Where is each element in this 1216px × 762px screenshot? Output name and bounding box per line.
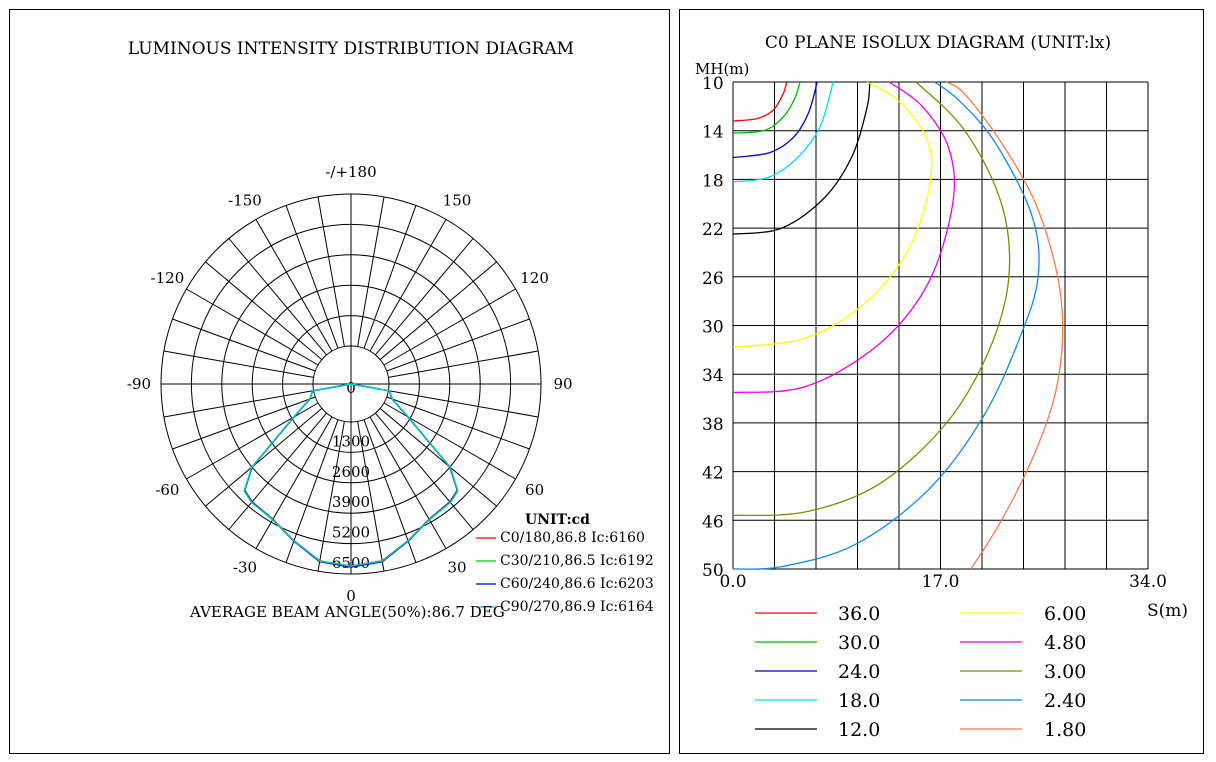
isolux-y-tick: 34 <box>702 366 724 387</box>
isolux-legend-value: 36.0 <box>838 603 881 625</box>
polar-angle-label: -120 <box>150 269 185 287</box>
polar-radial-label: 3900 <box>331 493 371 512</box>
polar-radial-label: 6500 <box>331 554 371 572</box>
isolux-legend-value: 30.0 <box>838 632 881 654</box>
isolux-y-tick: 30 <box>702 317 724 338</box>
isolux-grid <box>733 82 1148 569</box>
isolux-y-tick: 18 <box>702 171 724 192</box>
polar-spoke <box>205 408 321 506</box>
isolux-panel <box>679 9 1204 754</box>
isolux-contour <box>733 82 787 121</box>
polar-spoke <box>164 391 314 417</box>
isolux-legend-value: 2.40 <box>1044 690 1087 712</box>
isolux-legend-value: 4.80 <box>1044 632 1087 654</box>
beam-angle-label: AVERAGE BEAM ANGLE(50%):86.7 DEG <box>190 603 505 621</box>
polar-legend-label: C90/270,86.9 Ic:6164 <box>500 599 654 615</box>
polar-spoke <box>388 391 538 417</box>
isolux-legend <box>755 603 1086 741</box>
isolux-contour <box>733 82 800 133</box>
polar-angle-label: 0 <box>346 587 356 605</box>
y-axis-label: MH(m) <box>695 60 750 78</box>
isolux-legend-value: 6.00 <box>1044 603 1087 625</box>
polar-spoke <box>380 408 496 506</box>
polar-intensity-chart <box>10 10 671 755</box>
polar-spoke <box>375 413 473 529</box>
polar-angle-label: 90 <box>553 375 573 393</box>
polar-angle-label: -60 <box>155 481 180 499</box>
x-axis-label: S(m) <box>1147 601 1189 621</box>
polar-spoke <box>164 351 314 377</box>
polar-legend-label: C30/210,86.5 Ic:6192 <box>500 553 654 569</box>
polar-angle-label: -150 <box>228 191 262 210</box>
polar-spoke <box>388 351 538 377</box>
isolux-y-tick: 50 <box>702 561 724 581</box>
polar-spoke <box>387 319 530 371</box>
polar-radial-label: 1300 <box>331 432 371 451</box>
polar-angle-label: 150 <box>442 191 472 210</box>
isolux-legend-value: 12.0 <box>838 719 881 741</box>
polar-spoke <box>229 238 327 354</box>
polar-panel <box>9 9 670 754</box>
polar-radial-label: 2600 <box>331 462 371 481</box>
polar-angle-label: 30 <box>447 558 467 577</box>
polar-angle-label: 120 <box>520 269 549 287</box>
isolux-y-tick: 10 <box>702 74 724 94</box>
polar-angle-label: 60 <box>525 481 545 499</box>
polar-spoke <box>205 262 321 360</box>
isolux-y-tick: 46 <box>702 512 724 533</box>
isolux-contour <box>733 82 870 234</box>
isolux-legend-value: 24.0 <box>838 661 881 683</box>
polar-angle-label: -30 <box>232 558 258 577</box>
isolux-y-tick: 38 <box>702 414 724 435</box>
polar-spoke <box>229 413 327 529</box>
polar-spoke <box>318 197 344 347</box>
isolux-title: C0 PLANE ISOLUX DIAGRAM (UNIT:lx) <box>764 33 1112 53</box>
isolux-legend-value: 1.80 <box>1044 719 1087 741</box>
polar-angle-label: -90 <box>126 375 152 393</box>
isolux-x-tick: 17.0 <box>921 572 960 592</box>
polar-spoke <box>358 197 384 347</box>
polar-radial-label: 5200 <box>331 523 371 542</box>
isolux-y-tick: 26 <box>702 268 724 289</box>
isolux-y-tick: 22 <box>702 220 724 241</box>
polar-spoke <box>172 319 315 371</box>
isolux-legend-value: 3.00 <box>1044 661 1087 683</box>
polar-radial-label: 0 <box>346 379 356 397</box>
polar-unit-label: UNIT:cd <box>525 512 590 528</box>
isolux-contour <box>733 82 833 182</box>
polar-spoke <box>387 397 530 449</box>
polar-spoke <box>286 205 338 348</box>
isolux-x-tick: 34.0 <box>1129 572 1167 592</box>
polar-legend-label: C60/240,86.6 Ic:6203 <box>500 576 654 592</box>
polar-legend-label: C0/180,86.8 Ic:6160 <box>500 530 645 546</box>
isolux-chart <box>680 10 1205 755</box>
polar-angle-label: -/+180 <box>325 163 377 181</box>
polar-spoke <box>172 397 315 449</box>
isolux-x-tick: 0.0 <box>719 572 747 592</box>
isolux-y-tick: 42 <box>702 463 724 484</box>
polar-spoke <box>364 205 416 348</box>
isolux-legend-value: 18.0 <box>838 690 881 712</box>
isolux-y-tick: 14 <box>702 122 724 143</box>
isolux-contour <box>733 82 932 347</box>
polar-spoke <box>380 262 496 360</box>
polar-spoke <box>375 238 473 354</box>
polar-title: LUMINOUS INTENSITY DISTRIBUTION DIAGRAM <box>127 39 575 59</box>
